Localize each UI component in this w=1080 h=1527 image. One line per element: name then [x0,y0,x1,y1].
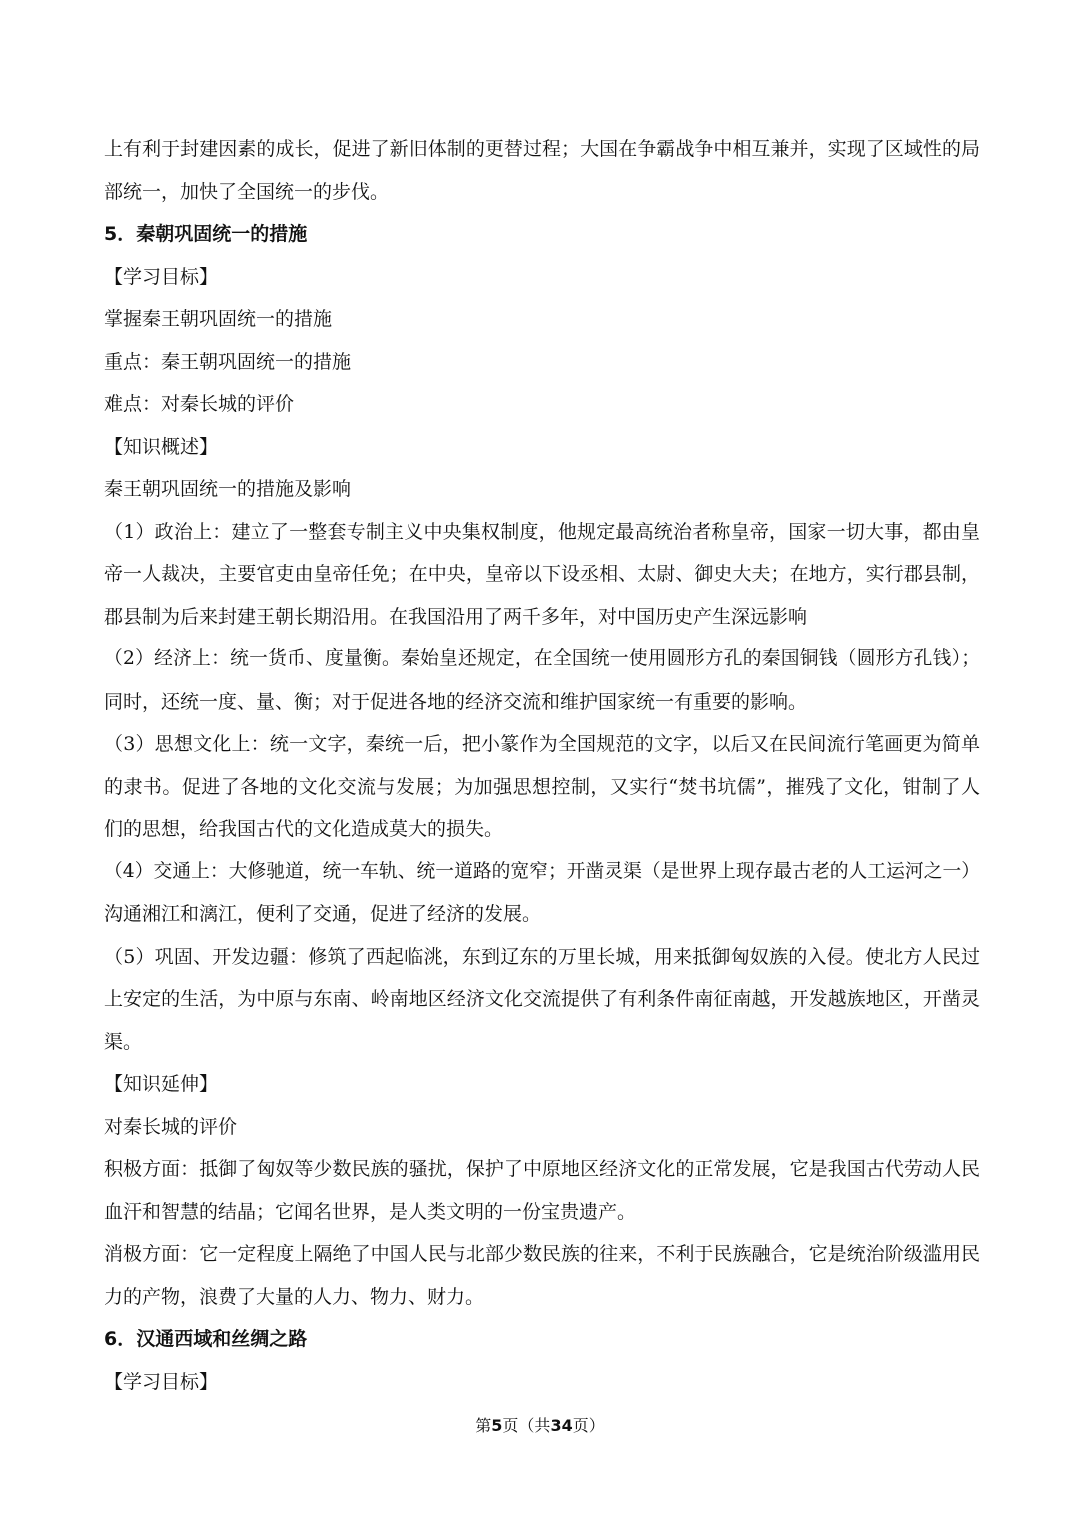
text-line: 积极方面：抵御了匈奴等少数民族的骚扰，保护了中原地区经济文化的正常发展，它是我国古代劳动人民 [104,1158,980,1180]
text-line: 沟通湘江和漓江，便利了交通，促进了经济的发展。 [104,903,542,925]
text-line: 们的思想，给我国古代的文化造成莫大的损失。 [104,818,504,840]
text-line: 血汗和智慧的结晶；它闻名世界，是人类文明的一份宝贵遗产。 [104,1200,637,1223]
text-line: 郡县制为后来封建王朝长期沿用。在我国沿用了两千多年，对中国历史产生深远影响 [104,605,808,628]
footer-prefix: 第 [475,1416,492,1435]
text-line: 的隶书。促进了各地的文化交流与发展；为加强思想控制，又实行“焚书坑儒”，摧残了文化，钳制了人 [104,775,980,798]
page-body [104,128,980,1403]
text-line: 秦王朝巩固统一的措施及影响 [104,478,352,500]
text-line: （3）思想文化上：统一文字，秦统一后，把小篆作为全国规范的文字，以后又在民间流行笔画更为简单 [104,733,980,755]
section-heading: 5．秦朝巩固统一的措施 [104,223,308,245]
section-tag: 【知识延伸】 [104,1073,219,1095]
text-line: 掌握秦王朝巩固统一的措施 [104,308,333,330]
text-line: 重点：秦王朝巩固统一的措施 [104,350,352,373]
text-line: （5）巩固、开发边疆：修筑了西起临洮，东到辽东的万里长城，用来抵御匈奴族的入侵。使北方人民过 [104,945,980,968]
section-tag: 【知识概述】 [104,435,219,458]
section-tag: 【学习目标】 [104,1370,219,1393]
text-line: 部统一，加快了全国统一的步伐。 [104,180,390,203]
section-tag: 【学习目标】 [104,265,219,288]
text-line: 力的产物，浪费了大量的人力、物力、财力。 [104,1285,485,1308]
text-line: （1）政治上：建立了一整套专制主义中央集权制度，他规定最高统治者称皇帝，国家一切大事，都由皇 [104,520,980,543]
text-line: 帝一人裁决，主要官吏由皇帝任免；在中央，皇帝以下设丞相、太尉、御史大夫；在地方，实行郡县制， [104,563,980,585]
text-line: 难点：对秦长城的评价 [104,393,295,415]
section-heading: 6．汉通西域和丝绸之路 [104,1328,308,1350]
text-line: 上有利于封建因素的成长，促进了新旧体制的更替过程；大国在争霸战争中相互兼并，实现了区域性的局 [104,138,980,160]
text-line: 同时，还统一度、量、衡；对于促进各地的经济交流和维护国家统一有重要的影响。 [104,690,808,713]
text-line: 上安定的生活，为中原与东南、岭南地区经济文化交流提供了有利条件南征南越，开发越族地区，开凿灵 [104,988,980,1010]
text-line: （2）经济上：统一货币、度量衡。秦始皇还规定，在全国统一使用圆形方孔的秦国铜钱（圆形方孔钱）； [104,648,980,669]
footer-suffix: 页） [572,1416,605,1435]
page-footer [0,1413,1080,1439]
footer-middle: 页（共 [502,1416,551,1435]
footer-total-pages: 34 [550,1416,573,1435]
text-line: 渠。 [104,1030,143,1053]
text-line: 消极方面：它一定程度上隔绝了中国人民与北部少数民族的往来，不利于民族融合，它是统治阶级滥用民 [104,1243,980,1265]
text-line: （4）交通上：大修驰道，统一车轨、统一道路的宽窄；开凿灵渠（是世界上现存最古老的人工运河之一） [104,860,980,882]
footer-page-number: 5 [491,1416,503,1435]
text-line: 对秦长城的评价 [104,1115,238,1138]
